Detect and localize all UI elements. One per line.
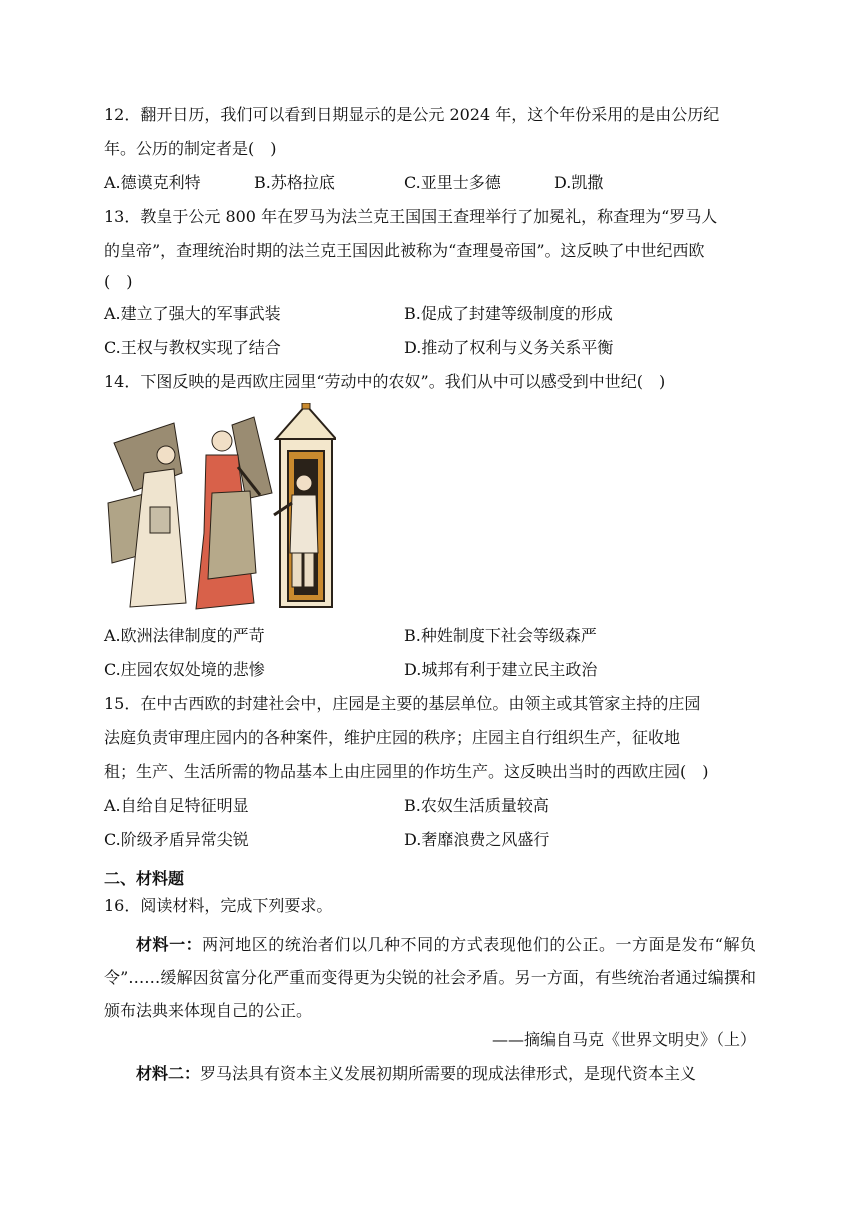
q12-option-c[interactable]: C.亚里士多德 [404,173,501,192]
q15-stem-line2: 法庭负责审理庄园内的各种案件，维护庄园的秩序；庄园主自行组织生产，征收地 [104,728,681,747]
material-one-source: ——摘编自马克《世界文明史》（上） [491,1030,756,1049]
serfs-illustration-image [104,403,336,615]
q13-stem-line2: 的皇帝”，查理统治时期的法兰克王国因此被称为“查理曼帝国”。这反映了中世纪西欧 [104,241,705,260]
q13-stem-line3: ( ) [104,272,133,291]
material-two-label: 材料二： [136,1064,201,1083]
material-one-text: 两河地区的统治者们以几种不同的方式表现他们的公正。一方面是发布“解负令”……缓解因贫富分化严重而变得更为尖锐的社会矛盾。另一方面，有些统治者通过编撰和颁布法典来体现自己的公正。 [104,935,756,1020]
q12-option-d[interactable]: D.凯撒 [554,173,604,192]
q13-stem-line1: 13．教皇于公元 800 年在罗马为法兰克王国国王查理举行了加冕礼，称查理为“罗马人 [104,207,718,226]
q14-stem-line1: 14．下图反映的是西欧庄园里“劳动中的农奴”。我们从中可以感受到中世纪( ) [104,372,666,391]
q15-option-a[interactable]: A.自给自足特征明显 [104,796,249,815]
q12-stem-line1: 12．翻开日历，我们可以看到日期显示的是公元 2024 年，这个年份采用的是由公历纪 [104,105,720,124]
left-serf-figure [108,423,186,607]
material-one-label: 材料一： [136,935,203,954]
material-two [104,1063,756,1085]
q14-option-c[interactable]: C.庄园农奴处境的悲惨 [104,660,265,679]
q15-stem-line1: 15．在中古西欧的封建社会中，庄园是主要的基层单位。由领主或其管家主持的庄园 [104,694,701,713]
q14-option-b[interactable]: B.种姓制度下社会等级森严 [404,626,597,645]
q16-stem: 16．阅读材料，完成下列要求。 [104,896,333,915]
middle-serf-figure [196,417,272,609]
q13-option-b[interactable]: B.促成了封建等级制度的形成 [404,304,613,323]
section-heading: 二、材料题 [104,869,185,888]
q13-option-d[interactable]: D.推动了权利与义务关系平衡 [404,338,614,357]
q15-option-c[interactable]: C.阶级矛盾异常尖锐 [104,830,249,849]
q13-option-a[interactable]: A.建立了强大的军事武装 [104,304,281,323]
q14-option-d[interactable]: D.城邦有利于建立民主政治 [404,660,598,679]
material-two-text: 罗马法具有资本主义发展初期所需要的现成法律形式，是现代资本主义 [200,1064,697,1083]
q15-option-b[interactable]: B.农奴生活质量较高 [404,796,549,815]
serfs-at-work-illustration [104,403,336,615]
q12-option-a[interactable]: A.德谟克利特 [104,173,201,192]
q15-option-d[interactable]: D.奢靡浪费之风盛行 [404,830,550,849]
material-one [104,928,756,1027]
q12-stem-line2: 年。公历的制定者是( ) [104,139,277,158]
q12-option-b[interactable]: B.苏格拉底 [254,173,335,192]
q14-option-a[interactable]: A.欧洲法律制度的严苛 [104,626,265,645]
q15-stem-line3: 租；生产、生活所需的物品基本上由庄园里的作坊生产。这反映出当时的西欧庄园( ) [104,762,709,781]
q13-option-c[interactable]: C.王权与教权实现了结合 [104,338,281,357]
